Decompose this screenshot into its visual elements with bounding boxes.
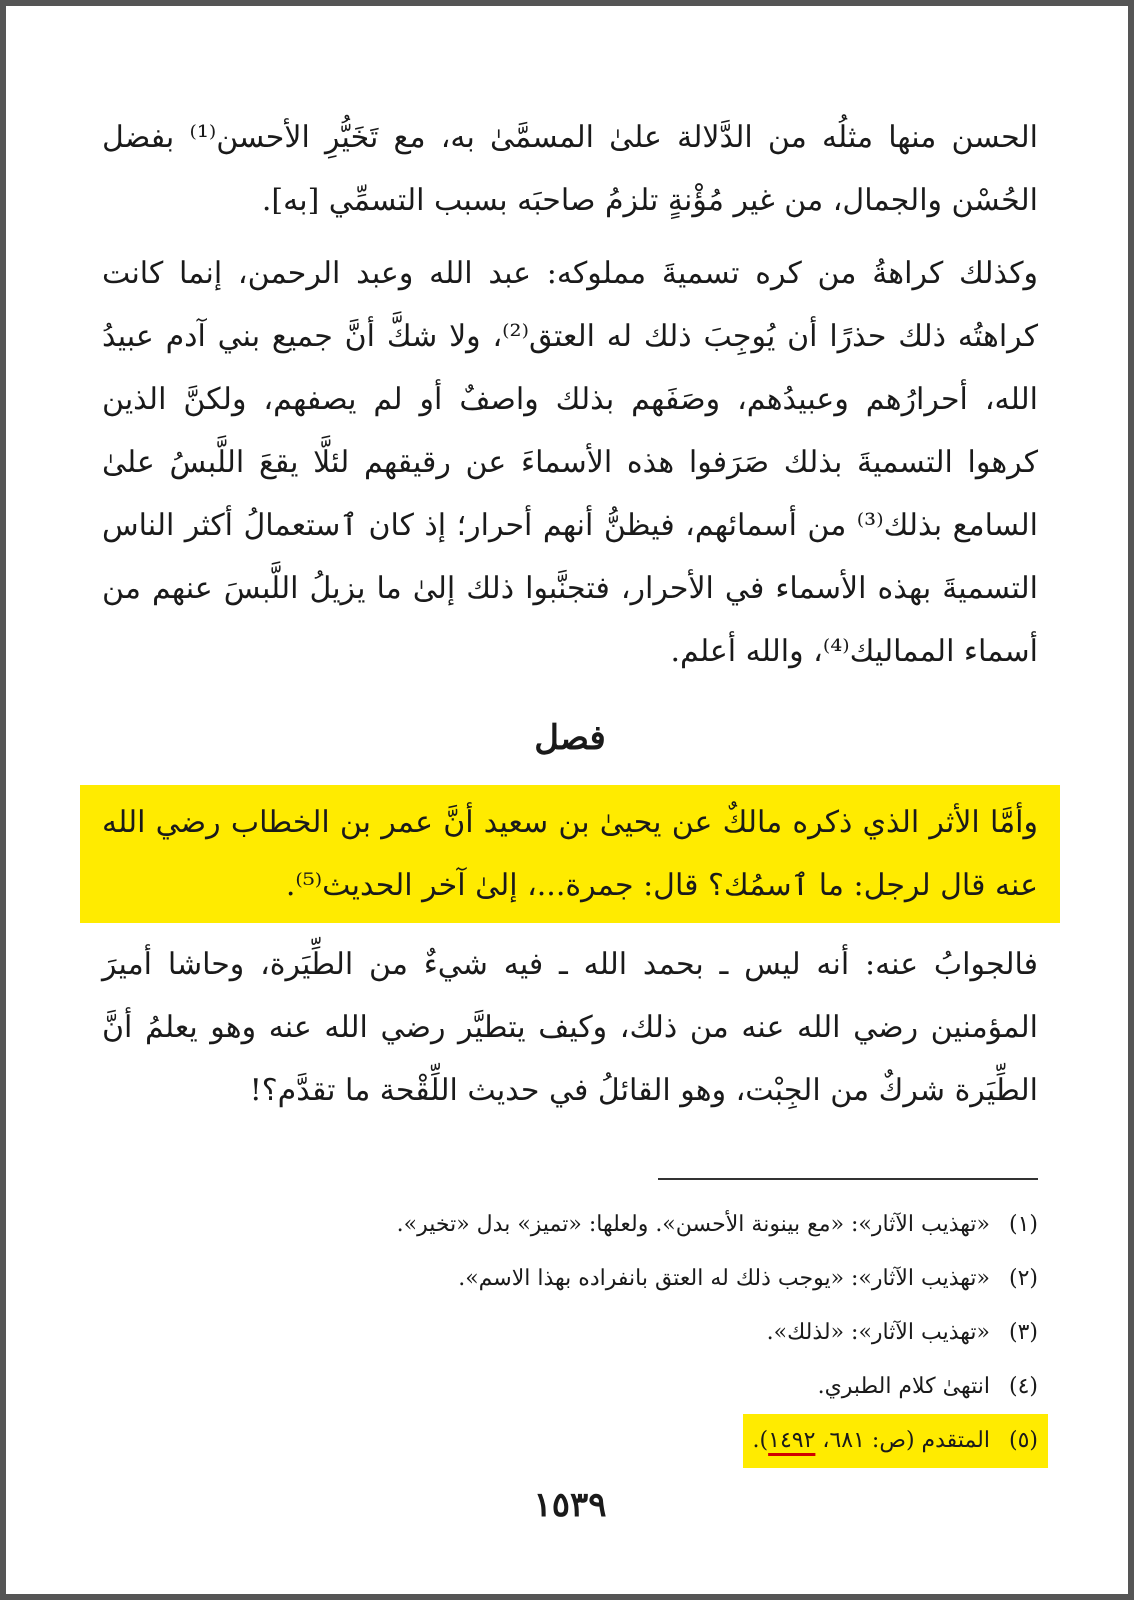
footnote-5-highlight bbox=[743, 1414, 1048, 1468]
footnote-5 bbox=[102, 1414, 1038, 1468]
paragraph-1: الحسن منها مثلُه من الدَّلالة علىٰ المسمَّىٰ به، مع تَخَيُّرِ الأحسن⁽¹⁾ بفضل الحُسْن والجمال، من غير مُؤْنةٍ تلزمُ صاحبَه بسبب التسمِّي [به]. bbox=[102, 120, 1038, 218]
footnote-4 bbox=[102, 1360, 1038, 1414]
footnote-number: (٣) bbox=[1008, 1320, 1038, 1345]
highlighted-passage bbox=[80, 785, 1060, 923]
paragraph-2: وكذلك كراهةُ من كره تسميةَ مملوكه: عبد الله وعبد الرحمن، إنما كانت كراهتُه ذلك حذرًا أن يُوجِبَ ذلك له العتق⁽²⁾، ولا شكَّ أنَّ جميع بني آدم عبيدُ الله، أحرارُهم وعبيدُهم، وصَفَهم بذلك واصفٌ أو لم يصفهم، ولكنَّ الذين كرهوا التسميةَ بذلك صَرَفوا هذه الأسماءَ عن رقيقهم لئلَّا يقعَ اللَّبسُ علىٰ السامع بذلك⁽³⁾ من أسمائهم، فيظنُّ أنهم أحرار؛ إذ كان ٱستعمالُ أكثر الناس التسميةَ بهذه الأسماء في الأحرار، فتجنَّبوا ذلك إلىٰ ما يزيلُ اللَّبسَ عنهم من أسماء المماليك⁽⁴⁾، والله أعلم. bbox=[102, 256, 1038, 669]
footnote-2 bbox=[102, 1252, 1038, 1306]
paragraph-3: وأمَّا الأثر الذي ذكره مالكٌ عن يحيىٰ بن سعيد أنَّ عمر بن الخطاب رضي الله عنه قال لرجل: ما ٱسمُك؟ قال: جمرة...، إلىٰ آخر الحديث⁽⁵⁾. bbox=[102, 805, 1038, 903]
underlined-page-ref: ١٤٩٢ bbox=[768, 1428, 816, 1453]
footnote-number: (١) bbox=[1008, 1212, 1038, 1237]
footnote-text-suffix: ). bbox=[752, 1428, 769, 1453]
footnote-1 bbox=[102, 1198, 1038, 1252]
footnote-number: (٤) bbox=[1008, 1374, 1038, 1399]
footnote-text: «تهذيب الآثار»: «يوجب ذلك له العتق بانفراده بهذا الاسم». bbox=[458, 1266, 990, 1291]
footnotes bbox=[102, 1198, 1038, 1468]
page-number: ١٥٣٩ bbox=[533, 1485, 607, 1525]
footnote-separator bbox=[658, 1178, 1038, 1180]
footnote-text: انتهىٰ كلام الطبري. bbox=[817, 1374, 990, 1399]
paragraph-4: فالجوابُ عنه: أنه ليس ـ بحمد الله ـ فيه شيءٌ من الطِّيَرة، وحاشا أميرَ المؤمنين رضي الله عنه من ذلك، وكيف يتطيَّر رضي الله عنه وهو يعلمُ أنَّ الطِّيَرة شركٌ من الجِبْت، وهو القائلُ في حديث اللِّقْحة ما تقدَّم؟! bbox=[102, 947, 1038, 1108]
section-heading: فصل bbox=[534, 718, 606, 758]
footnote-text: «تهذيب الآثار»: «مع بينونة الأحسن». ولعلها: «تميز» بدل «تخير». bbox=[396, 1212, 990, 1237]
footnote-text: «تهذيب الآثار»: «لذلك». bbox=[766, 1320, 990, 1345]
footnote-number: (٢) bbox=[1008, 1266, 1038, 1291]
footnote-3 bbox=[102, 1306, 1038, 1360]
footnote-text-prefix: المتقدم (ص: ٦٨١، bbox=[815, 1428, 990, 1453]
footnote-number: (٥) bbox=[1008, 1428, 1038, 1453]
book-page bbox=[102, 106, 1038, 1530]
